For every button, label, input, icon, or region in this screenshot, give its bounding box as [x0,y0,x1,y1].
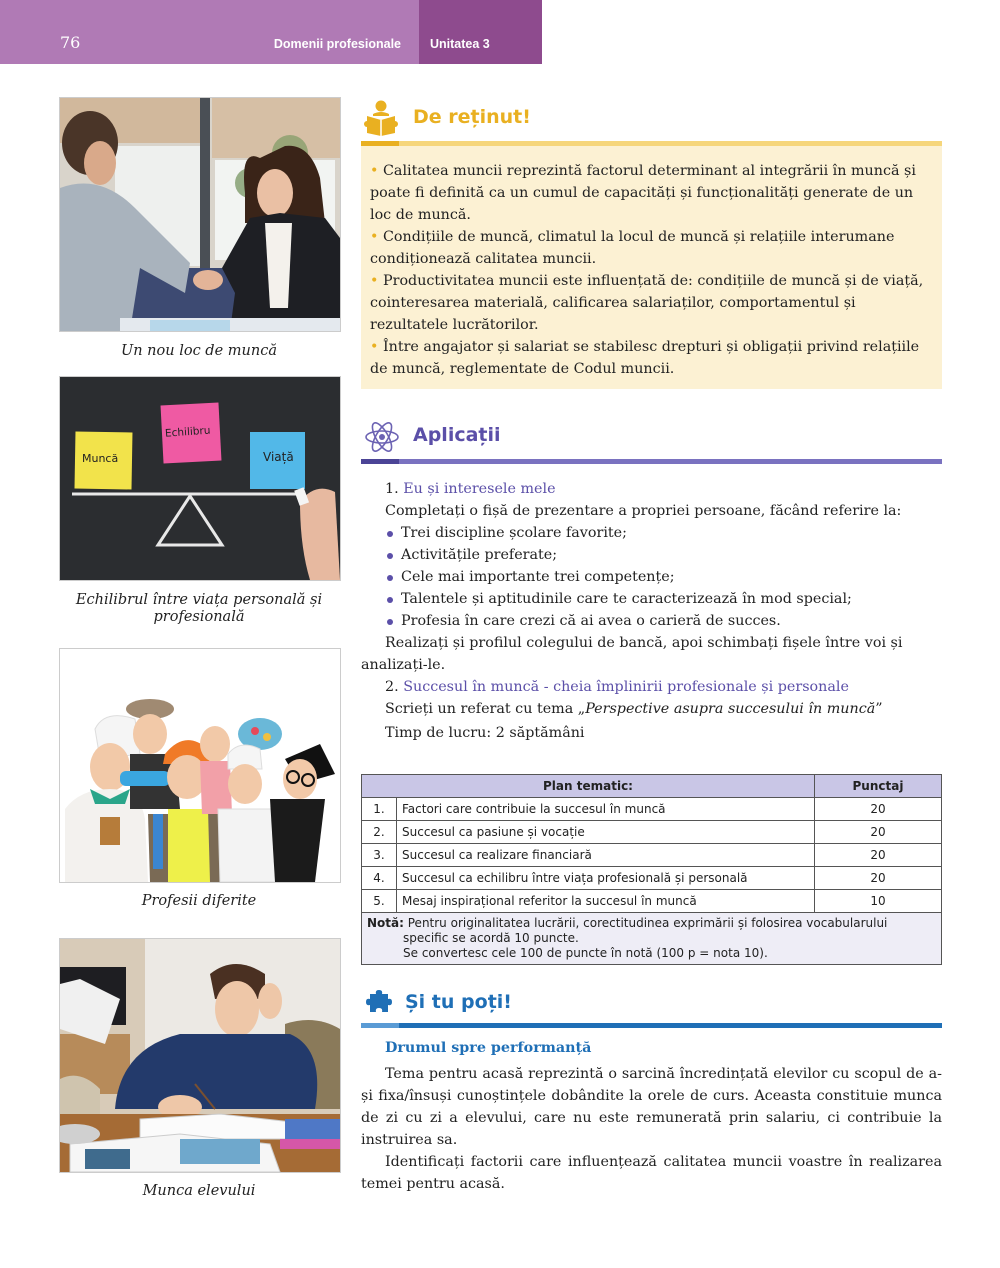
caption-student: Munca elevului [142,1183,256,1199]
bullet-dot: • [370,163,379,179]
si-tu-poti-subtitle: Drumul spre performanță [385,1040,592,1056]
atom-icon [364,419,400,459]
photo-professions [59,648,341,883]
plan-table [361,774,942,965]
note-viata: Viață [263,450,294,464]
chalkboard-balance-image [60,377,340,580]
table-row: 3. Succesul ca realizare financiară 20 [362,844,942,867]
unit-label: Unitatea 3 [430,37,490,51]
si-tu-poti-title: Și tu poți! [405,991,512,1013]
handshake-image [60,98,340,331]
caption-professions: Profesii diferite [141,893,257,909]
si-tu-poti-rule [361,1023,942,1028]
note-label: Notă: [367,916,404,930]
caption-balance: Echilibrul între viața personală și profesională [75,592,323,625]
si-tu-poti-content [361,1037,942,1195]
header-punctaj: Punctaj [815,775,942,798]
photo-balance [59,376,341,581]
si-tu-poti-para2: Identificați factorii care influențează calitatea muncii voastre în realizarea temei pentru acasă. [361,1154,942,1192]
bullet-dot: • [370,229,379,245]
note-echilibru: Echilibru [164,424,211,440]
retinut-list [370,160,936,380]
task2-time: Timp de lucru: 2 săptămâni [385,725,585,741]
retinut-item: • Între angajator și salariat se stabilesc drepturi și obligații privind relațiile de muncă, reglementate de Codul muncii. [370,339,920,377]
bullet-dot: • [370,339,379,355]
retinut-item: • Condițiile de muncă, climatul la locul de muncă și relațiile interumane condiționează calitatea muncii. [370,229,895,267]
note-line2: specific se acordă 10 puncte. [403,931,579,945]
note-munca: Muncă [82,452,119,465]
puzzle-icon [366,988,394,1020]
task1-heading: 1. Eu și interesele mele [385,481,556,497]
task2-heading: 2. Succesul în muncă - cheia împlinirii profesionale și personale [385,679,849,695]
photo-student [59,938,341,1173]
task2-prompt: Scrieți un referat cu tema „Perspective asupra succesului în muncă” [385,701,883,717]
aplicatii-title: Aplicații [413,424,501,446]
retinut-item: • Productivitatea muncii este influențată de: condițiile de muncă și de viață, cointeresarea materială, calificarea salariaților, comportamentul și rezultatele lucrătorilor. [370,273,924,333]
page-number: 76 [60,33,81,52]
list-item: Cele mai importante trei competențe; [401,566,942,588]
aplicatii-content [361,478,942,744]
si-tu-poti-para1: Tema pentru acasă reprezintă o sarcină încredințată elevilor cu scopul de a-și fixa/însuși cunoștințele dobândite la orele de curs. Aceasta constituie munca de zi cu zi a elevului, care nu este remunerată prin salariu, ci contribuie la instruirea sa. [361,1066,942,1148]
task1-bullets [361,522,942,632]
list-item: Trei discipline școlare favorite; [401,522,942,544]
note-line1: Pentru originalitatea lucrării, corectitudinea exprimării și folosirea vocabularului [407,916,888,930]
caption-handshake: Un nou loc de muncă [121,343,277,359]
note-line3: Se convertesc cele 100 de puncte în notă (100 p = nota 10). [403,946,768,960]
bullet-dot: • [370,273,379,289]
header-band [0,0,419,64]
children-professions-image [60,649,340,882]
table-row: 5. Mesaj inspirațional referitor la succesul în muncă 10 [362,890,942,913]
table-row: 1. Factori care contribuie la succesul în muncă 20 [362,798,942,821]
header-plan: Plan tematic: [362,775,815,798]
table-header-row [362,775,942,798]
task1-outro: Realizați și profilul colegului de bancă, apoi schimbați fișele între voi și analizați-le. [361,635,903,673]
list-item: Activitățile preferate; [401,544,942,566]
table-row: 4. Succesul ca echilibru între viața profesională și personală 20 [362,867,942,890]
task1-intro: Completați o fișă de prezentare a propriei persoane, făcând referire la: [385,503,902,519]
table-row: 2. Succesul ca pasiune și vocație 20 [362,821,942,844]
list-item: Profesia în care crezi că ai avea o carieră de succes. [401,610,942,632]
retinut-title: De reținut! [413,106,531,128]
reading-person-icon [364,100,398,140]
list-item: Talentele și aptitudinile care te caracterizează în mod special; [401,588,942,610]
unit-band [419,0,542,64]
student-homework-image [60,939,340,1172]
table-note-row [362,913,942,965]
retinut-item: • Calitatea muncii reprezintă factorul determinant al integrării în muncă și poate fi definită ca un cumul de capacități și funcționalități generate de un loc de muncă. [370,163,916,223]
section-title: Domenii profesionale [273,37,401,51]
aplicatii-rule [361,459,942,464]
photo-handshake [59,97,341,332]
